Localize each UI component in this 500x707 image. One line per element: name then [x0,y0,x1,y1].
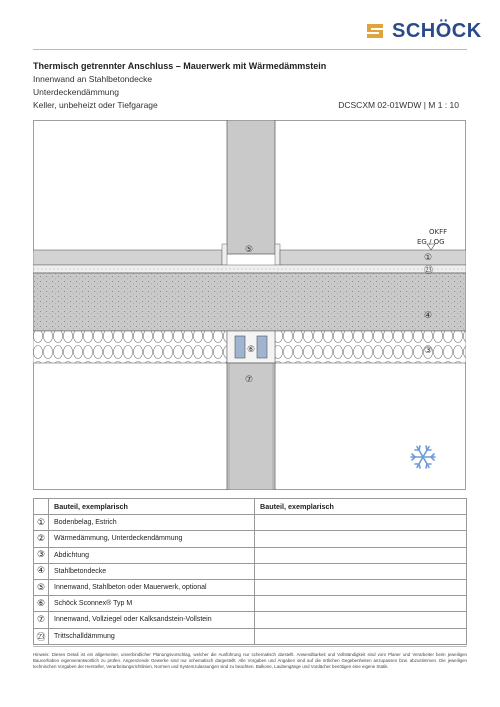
legend-row [34,612,467,628]
legend-text: Innenwand, Vollziegel oder Kalksandstein-Vollstein [49,612,255,628]
header-divider [33,49,467,50]
legend-text: Abdichtung [49,547,255,563]
legend-number: ㉓ [34,628,49,644]
brand-logo [364,18,482,44]
marker-4: ④ [424,311,433,321]
schoeck-logo-icon [364,20,386,42]
screed-right [280,250,466,265]
legend-row [34,531,467,547]
subtitle-line-2: Unterdeckendämmung [33,87,119,97]
legend-header-left: Bauteil, exemplarisch [49,499,255,515]
legend-text: Wärmedämmung, Unterdeckendämmung [49,531,255,547]
legend-row [34,515,467,531]
legend-header-right: Bauteil, exemplarisch [255,499,467,515]
legend-number: ② [34,531,49,547]
okff-label: OKFF [429,228,448,236]
legend-header-row [34,499,467,515]
brand-name: SCHÖCK [392,19,482,42]
subtitle-line-1: Innenwand an Stahlbetondecke [33,74,153,84]
legend-text: Innenwand, Stahlbeton oder Mauerwerk, optional [49,579,255,595]
disclaimer-note: Hinweis: Dieses Detail ist ein allgemeiner, unverbindlicher Planungsvorschlag, welcher die Ausführung nur schematisch darstellt. Anwendbarkeit und Vollständigkeit sind vom Planer und Verarbeiter beim jeweiligen Bauvorhaben eigenverantwortlich zu prüfen. Angrenzende Gewerke sind nur schematisch dargestellt. Alle Vorgaben und Angaben sind auf die örtlichen Gegebenheiten anzupassen bzw. abzustimmen. Die jeweiligen technischen Vorgaben der Hersteller, Verarbeitungsrichtlinien, Normen und Systemzulassungen sind zu beachten. Balkone, Laubengänge und Vordächer benötigen eine eigene Statik. [33,652,467,670]
legend-table [33,498,467,645]
legend-number: ④ [34,563,49,579]
legend-text: Trittschalldämmung [49,628,255,644]
eg-og-label: EG / OG [417,238,445,246]
marker-5: ⑤ [245,245,254,255]
legend-number: ⑦ [34,612,49,628]
marker-6: ⑥ [247,345,256,355]
legend-row [34,563,467,579]
legend-row [34,579,467,595]
ceiling-insulation-right [275,331,466,363]
marker-1: ① [424,253,433,263]
detail-drawing [33,120,466,490]
screed-left [33,250,222,265]
legend-number: ① [34,515,49,531]
legend-text: Schöck Sconnex® Typ M [49,596,255,612]
marker-3: ③ [424,346,433,356]
footer-divider [33,646,467,647]
page-title: Thermisch getrennter Anschluss – Mauerwerk mit Wärmedämmstein [33,61,327,71]
legend-row [34,547,467,563]
legend-text: Stahlbetondecke [49,563,255,579]
marker-23: ㉓ [424,266,434,276]
legend-number: ③ [34,547,49,563]
legend-number: ⑥ [34,596,49,612]
subtitle-line-3: Keller, unbeheizt oder Tiefgarage [33,100,158,110]
legend-row [34,596,467,612]
legend-row [34,628,467,644]
drawing-code: DCSCXM 02-01WDW | M 1 : 10 [338,100,459,110]
legend-number: ⑤ [34,579,49,595]
legend-text: Bodenbelag, Estrich [49,515,255,531]
ceiling-insulation-left [33,331,227,363]
marker-7: ⑦ [245,375,254,385]
upper-wall [227,120,275,254]
